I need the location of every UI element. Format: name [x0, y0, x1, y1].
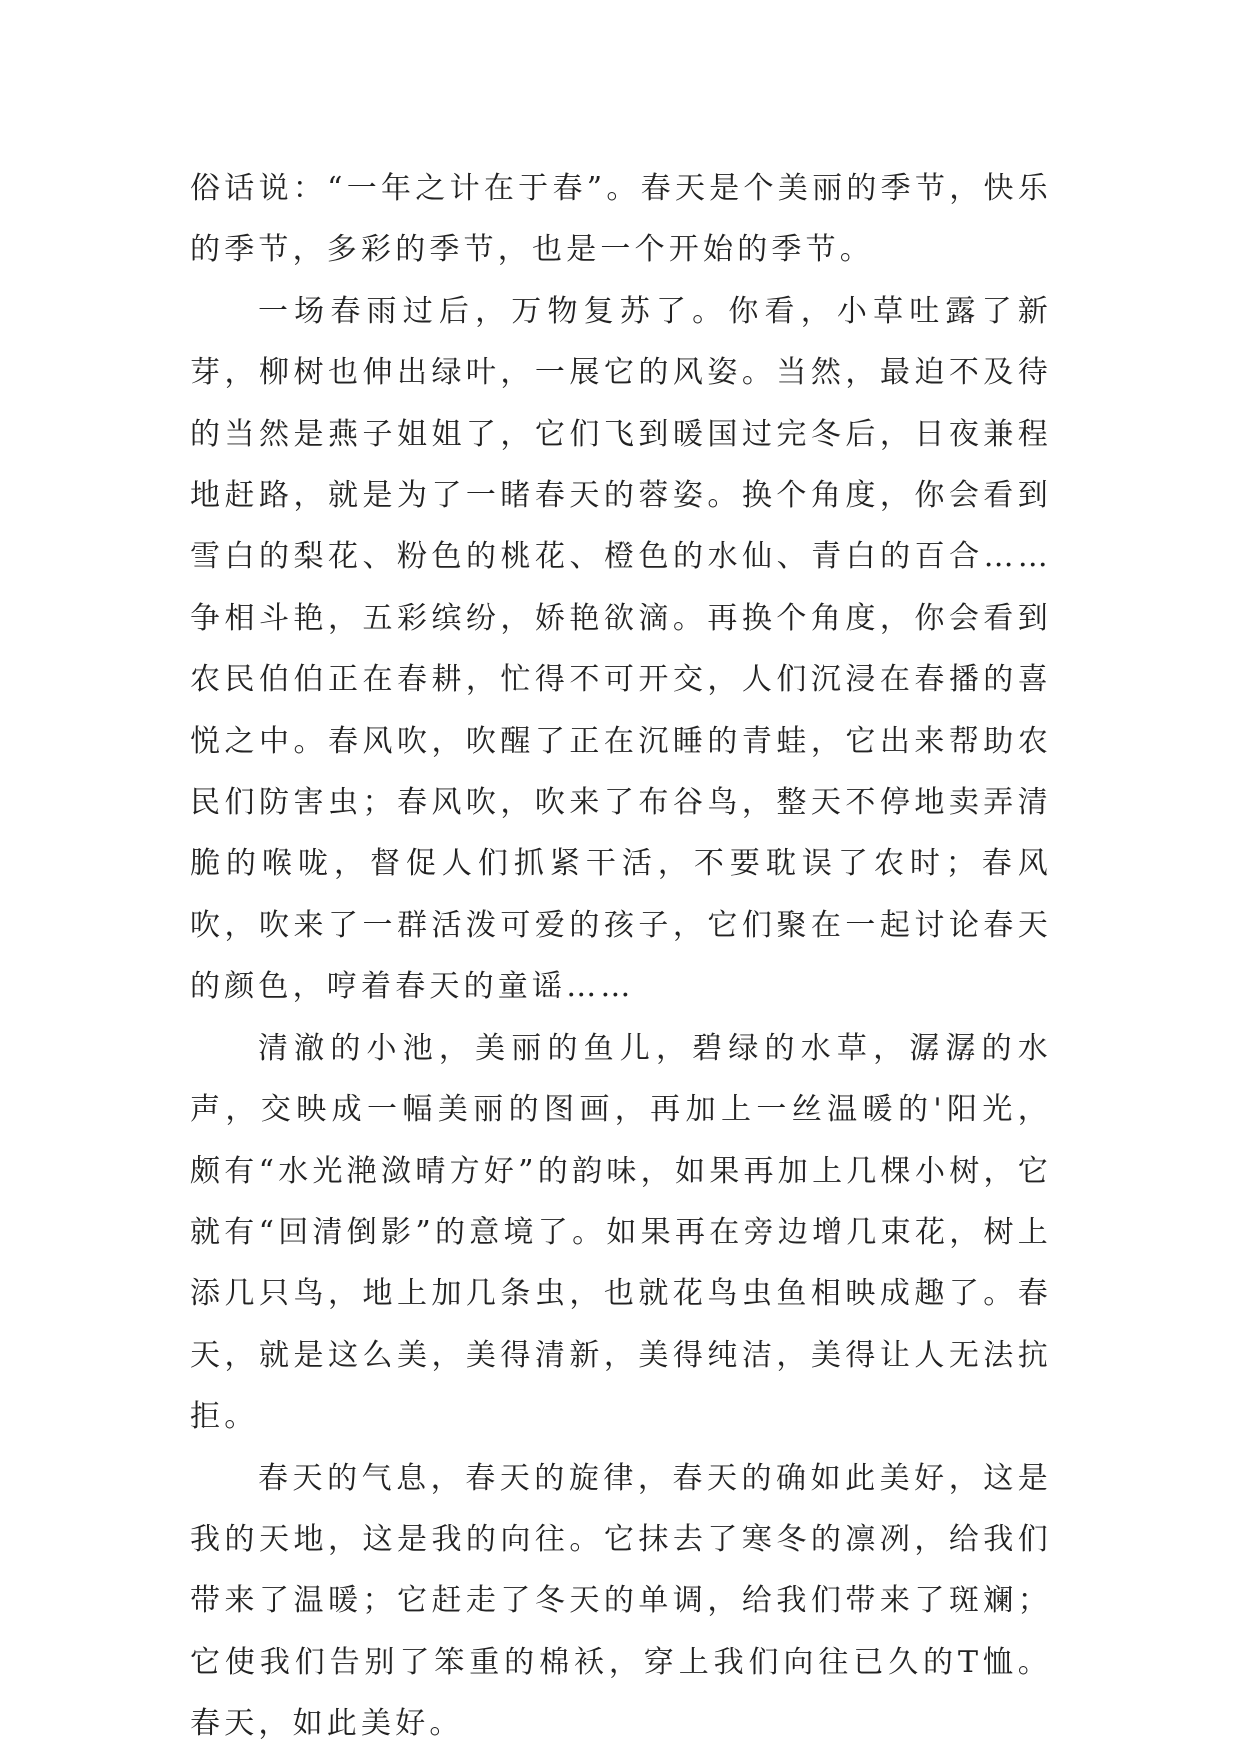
paragraph-1: 俗话说：“一年之计在于春”。春天是个美丽的季节，快乐的季节，多彩的季节，也是一个开始的季节。	[190, 171, 1052, 268]
paragraph-2: 一场春雨过后，万物复苏了。你看，小草吐露了新芽，柳树也伸出绿叶，一展它的风姿。当然，最迫不及待的当然是燕子姐姐了，它们飞到暖国过完冬后，日夜兼程地赶路，就是为了一睹春天的蓉姿。换个角度，你会看到雪白的梨花、粉色的桃花、橙色的水仙、青白的百合……争相斗艳，五彩缤纷，娇艳欲滴。再换个角度，你会看到农民伯伯正在春耕，忙得不可开交，人们沉浸在春播的喜悦之中。春风吹，吹醒了正在沉睡的青蛙，它出来帮助农民们防害虫；春风吹，吹来了布谷鸟，整天不停地卖弄清脆的喉咙，督促人们抓紧干活，不要耽误了农时；春风吹，吹来了一群活泼可爱的孩子，它们聚在一起讨论春天的颜色，哼着春天的童谣……	[190, 293, 1052, 1005]
paragraph-3: 清澈的小池，美丽的鱼儿，碧绿的水草，潺潺的水声，交映成一幅美丽的图画，再加上一丝温暖的'阳光，颇有“水光滟潋晴方好”的韵味，如果再加上几棵小树，它就有“回清倒影”的意境了。如果再在旁边增几束花，树上添几只鸟，地上加几条虫，也就花鸟虫鱼相映成趣了。春天，就是这么美，美得清新，美得纯洁，美得让人无法抗拒。	[190, 1030, 1052, 1435]
essay-body	[190, 158, 1052, 1755]
paragraph-4: 春天的气息，春天的旋律，春天的确如此美好，这是我的天地，这是我的向往。它抹去了寒冬的凛冽，给我们带来了温暖；它赶走了冬天的单调，给我们带来了斑斓；它使我们告别了笨重的棉袄，穿上我们向往已久的T恤。春天，如此美好。	[190, 1460, 1052, 1742]
